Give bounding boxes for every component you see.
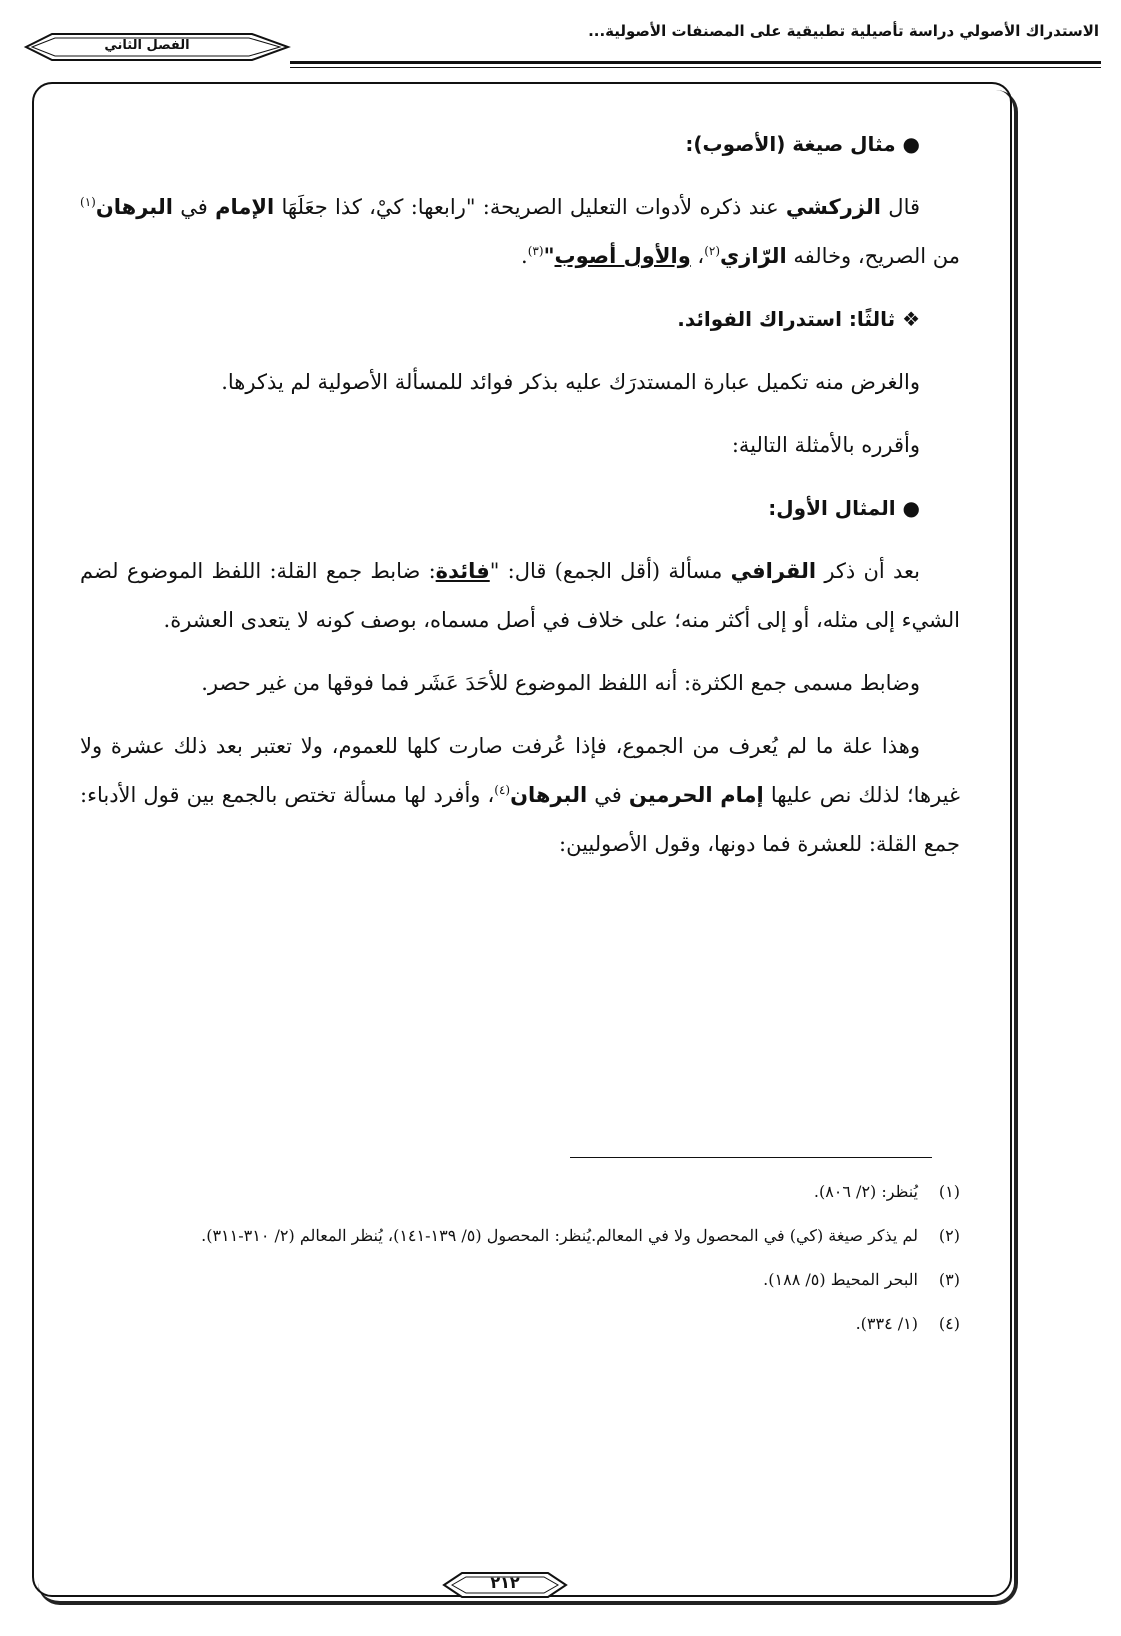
main-text [80, 120, 960, 883]
paragraph-qarafi [80, 547, 960, 645]
book-title: الاستدراك الأصولي دراسة تأصيلية تطبيقية على المصنفات الأصولية... [588, 22, 1099, 40]
book-burhan: البرهان [95, 195, 173, 219]
chapter-tab [22, 30, 292, 64]
footnotes [80, 1175, 960, 1351]
footnote-ref-2[interactable]: (٢) [704, 244, 721, 258]
text-run: ، وأفرد لها مسألة تختص بالجمع بين قول الأدباء: جمع القلة: للعشرة فما دونها، وقول الأصوليين: [80, 783, 960, 856]
text-run: بعد أن ذكر [816, 559, 920, 583]
footnote-number: (٤) [938, 1314, 960, 1333]
example-heading-first: ● المثال الأول: [768, 496, 920, 520]
footnote-1 [80, 1175, 960, 1209]
paragraph-examples-intro: وأقرره بالأمثلة التالية: [731, 433, 920, 457]
text-run: مسألة (أقل الجمع) قال: " [489, 559, 731, 583]
text-run: عند ذكره لأدوات التعليل الصريحة: "رابعها: كيْ، كذا جعَلَهَا [274, 195, 786, 219]
text-run: في [172, 195, 216, 219]
name-zarkashi: الزركشي [785, 195, 881, 219]
footnote-ref-1[interactable]: (١) [80, 195, 96, 209]
header-rule-thin [290, 67, 1101, 68]
footnote-text: لم يذكر صيغة (كي) في المحصول ولا في المعالم.يُنظر: المحصول (٥/ ١٣٩-١٤١)، يُنظر المعالم (٢/ ٣١٠-٣١١). [201, 1226, 918, 1245]
section-heading-benefits: ❖ ثالثًا: استدراك الفوائد. [677, 307, 920, 331]
closing-quote: " [543, 244, 555, 268]
text-run: . [521, 244, 528, 268]
footnote-2 [80, 1219, 960, 1253]
footnote-ref-4[interactable]: (٤) [494, 783, 511, 797]
page-number: ٢١٢ [490, 1573, 520, 1592]
name-imam: الإمام [215, 195, 275, 219]
paragraph-kathra: وضابط مسمى جمع الكثرة: أنه اللفظ الموضوع للأحَدَ عَشَر فما فوقها من غير حصر. [201, 671, 920, 695]
chapter-label: الفصل الثاني [104, 38, 190, 53]
name-qarafi: القرافي [730, 559, 817, 583]
text-run: في [587, 783, 629, 807]
footnote-number: (٣) [938, 1270, 960, 1289]
header-rule [290, 61, 1101, 64]
footnote-number: (١) [938, 1182, 960, 1201]
text-run: ، [690, 244, 705, 268]
footnote-text: البحر المحيط (٥/ ١٨٨). [763, 1270, 918, 1289]
footnote-separator [570, 1157, 932, 1158]
text-run: وهذا علة ما لم يُعرف من الجموع، فإذا عُرفت صارت كلها للعموم، ولا تعتبر بعد ذلك عشرة ولا غيرها؛ لذلك نص عليها [80, 734, 960, 807]
paragraph-purpose: والغرض منه تكميل عبارة المستدرَك عليه بذكر فوائد للمسألة الأصولية لم يذكرها. [221, 370, 920, 394]
footnote-text: (١/ ٣٣٤). [855, 1314, 918, 1333]
footnote-3 [80, 1263, 960, 1297]
footnote-text: يُنظر: (٢/ ٨٠٦). [813, 1182, 918, 1201]
text-run: : ضابط جمع القلة: اللفظ الموضوع لضم الشيء إلى مثله، أو إلى أكثر منه؛ على خلاف في أصل مسماه، بوصف كونه لا يتعدى العشرة. [80, 559, 960, 632]
footnote-number: (٢) [938, 1226, 960, 1245]
example-heading-asawab: ● مثال صيغة (الأصوب): [685, 132, 920, 156]
underlined-phrase: والأول أصوب [554, 244, 691, 268]
text-run: قال [881, 195, 921, 219]
footnote-ref-3[interactable]: (٣) [527, 244, 544, 258]
page-header [0, 0, 1121, 70]
paragraph-zarkashi [80, 183, 960, 281]
underlined-faida: فائدة [435, 559, 490, 583]
paragraph-illa [80, 722, 960, 869]
name-imam-haramayn: إمام الحرمين [628, 783, 764, 807]
name-razi: الرّازي [720, 244, 787, 268]
book-burhan: البرهان [510, 783, 588, 807]
text-run: من الصريح، وخالفه [786, 244, 960, 268]
footnote-4 [80, 1307, 960, 1341]
page-number-badge [440, 1565, 570, 1605]
